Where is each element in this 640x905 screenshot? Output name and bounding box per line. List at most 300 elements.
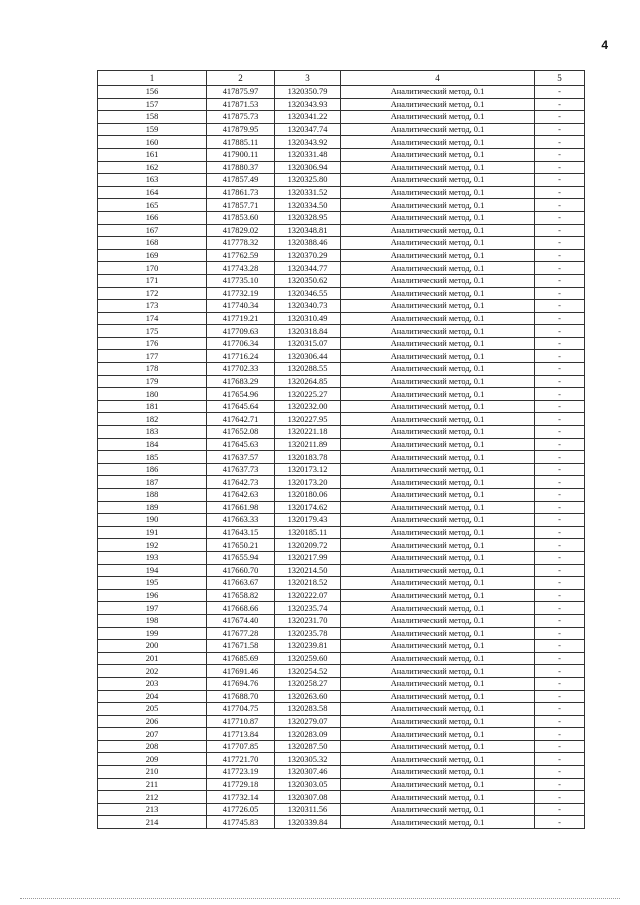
table-row: [98, 337, 585, 350]
x-coordinate-cell: 417706.34: [207, 337, 275, 350]
y-coordinate-cell: 1320185.11: [275, 526, 341, 539]
table-row: [98, 778, 585, 791]
mark-cell: -: [535, 677, 585, 690]
x-coordinate-cell: 417735.10: [207, 274, 275, 287]
table-row: [98, 791, 585, 804]
point-number-cell: 214: [98, 816, 207, 829]
point-number-cell: 170: [98, 262, 207, 275]
coordinates-table: [97, 70, 585, 829]
table-row: [98, 111, 585, 124]
point-number-cell: 175: [98, 325, 207, 338]
method-cell: Аналитический метод, 0.1: [341, 501, 535, 514]
y-coordinate-cell: 1320307.08: [275, 791, 341, 804]
y-coordinate-cell: 1320348.81: [275, 224, 341, 237]
x-coordinate-cell: 417702.33: [207, 363, 275, 376]
x-coordinate-cell: 417663.67: [207, 577, 275, 590]
table-row: [98, 589, 585, 602]
y-coordinate-cell: 1320209.72: [275, 539, 341, 552]
table-row: [98, 816, 585, 829]
table-row: [98, 136, 585, 149]
table-row: [98, 438, 585, 451]
table-row: [98, 363, 585, 376]
point-number-cell: 209: [98, 753, 207, 766]
mark-cell: -: [535, 98, 585, 111]
x-coordinate-cell: 417743.28: [207, 262, 275, 275]
y-coordinate-cell: 1320218.52: [275, 577, 341, 590]
method-cell: Аналитический метод, 0.1: [341, 715, 535, 728]
table-row: [98, 614, 585, 627]
y-coordinate-cell: 1320225.27: [275, 388, 341, 401]
table-row: [98, 325, 585, 338]
y-coordinate-cell: 1320340.73: [275, 300, 341, 313]
y-coordinate-cell: 1320328.95: [275, 211, 341, 224]
mark-cell: -: [535, 690, 585, 703]
method-cell: Аналитический метод, 0.1: [341, 86, 535, 99]
mark-cell: -: [535, 262, 585, 275]
table-row: [98, 211, 585, 224]
method-cell: Аналитический метод, 0.1: [341, 816, 535, 829]
mark-cell: -: [535, 551, 585, 564]
point-number-cell: 184: [98, 438, 207, 451]
mark-cell: -: [535, 438, 585, 451]
table-row: [98, 199, 585, 212]
y-coordinate-cell: 1320306.44: [275, 350, 341, 363]
mark-cell: -: [535, 312, 585, 325]
y-coordinate-cell: 1320217.99: [275, 551, 341, 564]
mark-cell: -: [535, 602, 585, 615]
mark-cell: -: [535, 249, 585, 262]
mark-cell: -: [535, 86, 585, 99]
mark-cell: -: [535, 186, 585, 199]
x-coordinate-cell: 417857.49: [207, 174, 275, 187]
mark-cell: -: [535, 337, 585, 350]
x-coordinate-cell: 417879.95: [207, 123, 275, 136]
y-coordinate-cell: 1320331.52: [275, 186, 341, 199]
mark-cell: -: [535, 375, 585, 388]
method-cell: Аналитический метод, 0.1: [341, 614, 535, 627]
x-coordinate-cell: 417719.21: [207, 312, 275, 325]
y-coordinate-cell: 1320222.07: [275, 589, 341, 602]
x-coordinate-cell: 417885.11: [207, 136, 275, 149]
x-coordinate-cell: 417655.94: [207, 551, 275, 564]
method-cell: Аналитический метод, 0.1: [341, 300, 535, 313]
x-coordinate-cell: 417661.98: [207, 501, 275, 514]
x-coordinate-cell: 417732.19: [207, 287, 275, 300]
page-number: 4: [601, 38, 608, 52]
method-cell: Аналитический метод, 0.1: [341, 211, 535, 224]
table-row: [98, 148, 585, 161]
method-cell: Аналитический метод, 0.1: [341, 589, 535, 602]
x-coordinate-cell: 417660.70: [207, 564, 275, 577]
point-number-cell: 169: [98, 249, 207, 262]
y-coordinate-cell: 1320287.50: [275, 740, 341, 753]
method-cell: Аналитический метод, 0.1: [341, 526, 535, 539]
table-row: [98, 564, 585, 577]
mark-cell: -: [535, 539, 585, 552]
mark-cell: -: [535, 614, 585, 627]
column-header: 2: [207, 71, 275, 86]
mark-cell: -: [535, 287, 585, 300]
method-cell: Аналитический метод, 0.1: [341, 426, 535, 439]
mark-cell: -: [535, 627, 585, 640]
point-number-cell: 158: [98, 111, 207, 124]
point-number-cell: 168: [98, 237, 207, 250]
point-number-cell: 189: [98, 501, 207, 514]
x-coordinate-cell: 417652.08: [207, 426, 275, 439]
table-row: [98, 627, 585, 640]
method-cell: Аналитический метод, 0.1: [341, 123, 535, 136]
table-row: [98, 186, 585, 199]
point-number-cell: 163: [98, 174, 207, 187]
mark-cell: -: [535, 350, 585, 363]
table-row: [98, 262, 585, 275]
point-number-cell: 193: [98, 551, 207, 564]
x-coordinate-cell: 417642.71: [207, 413, 275, 426]
table-row: [98, 476, 585, 489]
method-cell: Аналитический метод, 0.1: [341, 237, 535, 250]
table-row: [98, 413, 585, 426]
mark-cell: -: [535, 753, 585, 766]
mark-cell: -: [535, 791, 585, 804]
scan-edge-line: [20, 898, 620, 899]
x-coordinate-cell: 417713.84: [207, 728, 275, 741]
method-cell: Аналитический метод, 0.1: [341, 249, 535, 262]
table-row: [98, 86, 585, 99]
point-number-cell: 181: [98, 400, 207, 413]
point-number-cell: 171: [98, 274, 207, 287]
table-row: [98, 728, 585, 741]
method-cell: Аналитический метод, 0.1: [341, 438, 535, 451]
x-coordinate-cell: 417691.46: [207, 665, 275, 678]
table-row: [98, 740, 585, 753]
y-coordinate-cell: 1320370.29: [275, 249, 341, 262]
point-number-cell: 195: [98, 577, 207, 590]
method-cell: Аналитический метод, 0.1: [341, 766, 535, 779]
table-row: [98, 803, 585, 816]
table-row: [98, 677, 585, 690]
method-cell: Аналитический метод, 0.1: [341, 148, 535, 161]
point-number-cell: 172: [98, 287, 207, 300]
method-cell: Аналитический метод, 0.1: [341, 136, 535, 149]
y-coordinate-cell: 1320346.55: [275, 287, 341, 300]
mark-cell: -: [535, 136, 585, 149]
mark-cell: -: [535, 325, 585, 338]
point-number-cell: 167: [98, 224, 207, 237]
y-coordinate-cell: 1320315.07: [275, 337, 341, 350]
table-row: [98, 652, 585, 665]
point-number-cell: 185: [98, 451, 207, 464]
point-number-cell: 204: [98, 690, 207, 703]
method-cell: Аналитический метод, 0.1: [341, 728, 535, 741]
method-cell: Аналитический метод, 0.1: [341, 677, 535, 690]
mark-cell: -: [535, 463, 585, 476]
x-coordinate-cell: 417853.60: [207, 211, 275, 224]
method-cell: Аналитический метод, 0.1: [341, 262, 535, 275]
x-coordinate-cell: 417663.33: [207, 514, 275, 527]
method-cell: Аналитический метод, 0.1: [341, 224, 535, 237]
method-cell: Аналитический метод, 0.1: [341, 451, 535, 464]
point-number-cell: 178: [98, 363, 207, 376]
method-cell: Аналитический метод, 0.1: [341, 111, 535, 124]
y-coordinate-cell: 1320174.62: [275, 501, 341, 514]
x-coordinate-cell: 417762.59: [207, 249, 275, 262]
point-number-cell: 190: [98, 514, 207, 527]
y-coordinate-cell: 1320339.84: [275, 816, 341, 829]
table-row: [98, 174, 585, 187]
method-cell: Аналитический метод, 0.1: [341, 703, 535, 716]
table-row: [98, 287, 585, 300]
point-number-cell: 207: [98, 728, 207, 741]
y-coordinate-cell: 1320173.20: [275, 476, 341, 489]
table-row: [98, 350, 585, 363]
point-number-cell: 186: [98, 463, 207, 476]
y-coordinate-cell: 1320303.05: [275, 778, 341, 791]
y-coordinate-cell: 1320235.78: [275, 627, 341, 640]
x-coordinate-cell: 417674.40: [207, 614, 275, 627]
method-cell: Аналитический метод, 0.1: [341, 640, 535, 653]
y-coordinate-cell: 1320334.50: [275, 199, 341, 212]
point-number-cell: 200: [98, 640, 207, 653]
mark-cell: -: [535, 451, 585, 464]
method-cell: Аналитический метод, 0.1: [341, 740, 535, 753]
method-cell: Аналитический метод, 0.1: [341, 413, 535, 426]
table-row: [98, 690, 585, 703]
x-coordinate-cell: 417861.73: [207, 186, 275, 199]
x-coordinate-cell: 417875.73: [207, 111, 275, 124]
x-coordinate-cell: 417875.97: [207, 86, 275, 99]
table-row: [98, 98, 585, 111]
y-coordinate-cell: 1320221.18: [275, 426, 341, 439]
point-number-cell: 177: [98, 350, 207, 363]
method-cell: Аналитический метод, 0.1: [341, 274, 535, 287]
mark-cell: -: [535, 161, 585, 174]
mark-cell: -: [535, 489, 585, 502]
point-number-cell: 165: [98, 199, 207, 212]
method-cell: Аналитический метод, 0.1: [341, 514, 535, 527]
method-cell: Аналитический метод, 0.1: [341, 98, 535, 111]
y-coordinate-cell: 1320173.12: [275, 463, 341, 476]
point-number-cell: 159: [98, 123, 207, 136]
mark-cell: -: [535, 766, 585, 779]
y-coordinate-cell: 1320331.48: [275, 148, 341, 161]
table-row: [98, 123, 585, 136]
column-header: 5: [535, 71, 585, 86]
x-coordinate-cell: 417723.19: [207, 766, 275, 779]
x-coordinate-cell: 417880.37: [207, 161, 275, 174]
point-number-cell: 191: [98, 526, 207, 539]
table-row: [98, 640, 585, 653]
y-coordinate-cell: 1320232.00: [275, 400, 341, 413]
point-number-cell: 205: [98, 703, 207, 716]
mark-cell: -: [535, 501, 585, 514]
y-coordinate-cell: 1320235.74: [275, 602, 341, 615]
table-row: [98, 551, 585, 564]
y-coordinate-cell: 1320388.46: [275, 237, 341, 250]
point-number-cell: 213: [98, 803, 207, 816]
point-number-cell: 166: [98, 211, 207, 224]
mark-cell: -: [535, 665, 585, 678]
table-row: [98, 514, 585, 527]
table-row: [98, 400, 585, 413]
y-coordinate-cell: 1320288.55: [275, 363, 341, 376]
table-row: [98, 375, 585, 388]
table-row: [98, 766, 585, 779]
point-number-cell: 197: [98, 602, 207, 615]
x-coordinate-cell: 417857.71: [207, 199, 275, 212]
table-row: [98, 665, 585, 678]
table-row: [98, 388, 585, 401]
point-number-cell: 161: [98, 148, 207, 161]
y-coordinate-cell: 1320325.80: [275, 174, 341, 187]
point-number-cell: 202: [98, 665, 207, 678]
column-header: 3: [275, 71, 341, 86]
point-number-cell: 179: [98, 375, 207, 388]
y-coordinate-cell: 1320180.06: [275, 489, 341, 502]
x-coordinate-cell: 417707.85: [207, 740, 275, 753]
point-number-cell: 206: [98, 715, 207, 728]
y-coordinate-cell: 1320343.92: [275, 136, 341, 149]
method-cell: Аналитический метод, 0.1: [341, 627, 535, 640]
y-coordinate-cell: 1320318.84: [275, 325, 341, 338]
method-cell: Аналитический метод, 0.1: [341, 652, 535, 665]
method-cell: Аналитический метод, 0.1: [341, 778, 535, 791]
y-coordinate-cell: 1320350.79: [275, 86, 341, 99]
method-cell: Аналитический метод, 0.1: [341, 602, 535, 615]
point-number-cell: 198: [98, 614, 207, 627]
x-coordinate-cell: 417694.76: [207, 677, 275, 690]
point-number-cell: 208: [98, 740, 207, 753]
method-cell: Аналитический метод, 0.1: [341, 551, 535, 564]
method-cell: Аналитический метод, 0.1: [341, 350, 535, 363]
x-coordinate-cell: 417683.29: [207, 375, 275, 388]
mark-cell: -: [535, 778, 585, 791]
y-coordinate-cell: 1320283.09: [275, 728, 341, 741]
y-coordinate-cell: 1320311.56: [275, 803, 341, 816]
y-coordinate-cell: 1320350.62: [275, 274, 341, 287]
table-row: [98, 489, 585, 502]
x-coordinate-cell: 417658.82: [207, 589, 275, 602]
point-number-cell: 182: [98, 413, 207, 426]
point-number-cell: 176: [98, 337, 207, 350]
x-coordinate-cell: 417654.96: [207, 388, 275, 401]
mark-cell: -: [535, 237, 585, 250]
method-cell: Аналитический метод, 0.1: [341, 337, 535, 350]
method-cell: Аналитический метод, 0.1: [341, 476, 535, 489]
y-coordinate-cell: 1320347.74: [275, 123, 341, 136]
y-coordinate-cell: 1320258.27: [275, 677, 341, 690]
method-cell: Аналитический метод, 0.1: [341, 564, 535, 577]
x-coordinate-cell: 417710.87: [207, 715, 275, 728]
y-coordinate-cell: 1320179.43: [275, 514, 341, 527]
x-coordinate-cell: 417900.11: [207, 148, 275, 161]
mark-cell: -: [535, 703, 585, 716]
method-cell: Аналитический метод, 0.1: [341, 287, 535, 300]
method-cell: Аналитический метод, 0.1: [341, 577, 535, 590]
point-number-cell: 192: [98, 539, 207, 552]
y-coordinate-cell: 1320264.85: [275, 375, 341, 388]
y-coordinate-cell: 1320239.81: [275, 640, 341, 653]
method-cell: Аналитический метод, 0.1: [341, 489, 535, 502]
y-coordinate-cell: 1320263.60: [275, 690, 341, 703]
x-coordinate-cell: 417871.53: [207, 98, 275, 111]
point-number-cell: 173: [98, 300, 207, 313]
method-cell: Аналитический метод, 0.1: [341, 400, 535, 413]
y-coordinate-cell: 1320254.52: [275, 665, 341, 678]
point-number-cell: 188: [98, 489, 207, 502]
y-coordinate-cell: 1320279.07: [275, 715, 341, 728]
x-coordinate-cell: 417732.14: [207, 791, 275, 804]
mark-cell: -: [535, 274, 585, 287]
x-coordinate-cell: 417677.28: [207, 627, 275, 640]
method-cell: Аналитический метод, 0.1: [341, 463, 535, 476]
x-coordinate-cell: 417637.57: [207, 451, 275, 464]
point-number-cell: 211: [98, 778, 207, 791]
x-coordinate-cell: 417642.73: [207, 476, 275, 489]
y-coordinate-cell: 1320344.77: [275, 262, 341, 275]
table-row: [98, 312, 585, 325]
point-number-cell: 162: [98, 161, 207, 174]
y-coordinate-cell: 1320259.60: [275, 652, 341, 665]
y-coordinate-cell: 1320307.46: [275, 766, 341, 779]
x-coordinate-cell: 417688.70: [207, 690, 275, 703]
y-coordinate-cell: 1320231.70: [275, 614, 341, 627]
method-cell: Аналитический метод, 0.1: [341, 161, 535, 174]
x-coordinate-cell: 417645.63: [207, 438, 275, 451]
table-row: [98, 501, 585, 514]
mark-cell: -: [535, 514, 585, 527]
point-number-cell: 183: [98, 426, 207, 439]
mark-cell: -: [535, 476, 585, 489]
table-row: [98, 224, 585, 237]
x-coordinate-cell: 417716.24: [207, 350, 275, 363]
column-header: 4: [341, 71, 535, 86]
table-row: [98, 249, 585, 262]
point-number-cell: 210: [98, 766, 207, 779]
table-body: [98, 86, 585, 829]
mark-cell: -: [535, 728, 585, 741]
y-coordinate-cell: 1320341.22: [275, 111, 341, 124]
point-number-cell: 201: [98, 652, 207, 665]
mark-cell: -: [535, 224, 585, 237]
table-row: [98, 526, 585, 539]
method-cell: Аналитический метод, 0.1: [341, 791, 535, 804]
y-coordinate-cell: 1320214.50: [275, 564, 341, 577]
point-number-cell: 196: [98, 589, 207, 602]
table-row: [98, 426, 585, 439]
mark-cell: -: [535, 577, 585, 590]
point-number-cell: 174: [98, 312, 207, 325]
table-row: [98, 463, 585, 476]
table-row: [98, 300, 585, 313]
method-cell: Аналитический метод, 0.1: [341, 539, 535, 552]
mark-cell: -: [535, 413, 585, 426]
table-row: [98, 602, 585, 615]
mark-cell: -: [535, 300, 585, 313]
y-coordinate-cell: 1320227.95: [275, 413, 341, 426]
table-row: [98, 161, 585, 174]
y-coordinate-cell: 1320343.93: [275, 98, 341, 111]
method-cell: Аналитический метод, 0.1: [341, 690, 535, 703]
point-number-cell: 212: [98, 791, 207, 804]
x-coordinate-cell: 417643.15: [207, 526, 275, 539]
table-row: [98, 753, 585, 766]
method-cell: Аналитический метод, 0.1: [341, 312, 535, 325]
table-row: [98, 715, 585, 728]
mark-cell: -: [535, 148, 585, 161]
mark-cell: -: [535, 111, 585, 124]
mark-cell: -: [535, 363, 585, 376]
mark-cell: -: [535, 589, 585, 602]
